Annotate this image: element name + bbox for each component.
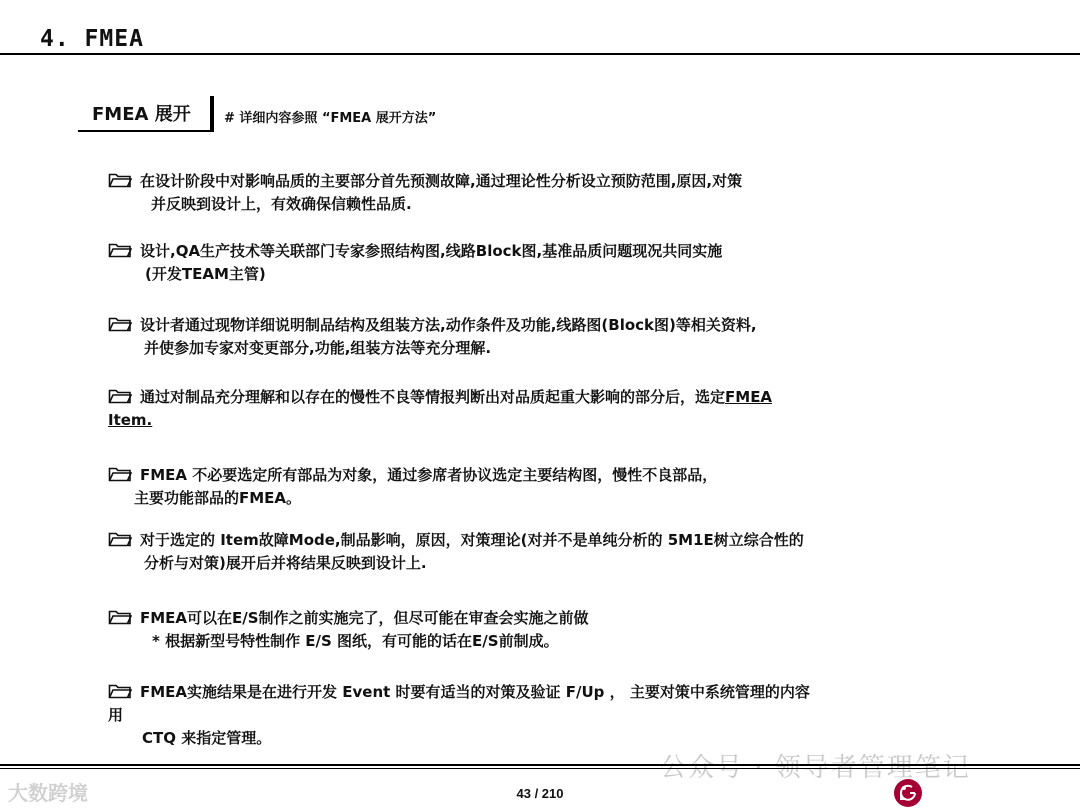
folder-outline-icon (108, 316, 132, 332)
item-text: 并反映到设计上，有效确保信赖性品质. (151, 195, 412, 213)
folder-outline-icon (108, 466, 132, 482)
item-text: 并使参加专家对变更部分,功能,组装方法等充分理解. (144, 339, 492, 357)
item-text-underlined: FMEA (725, 388, 773, 406)
item-text: FMEA可以在E/S制作之前实施完了，但尽可能在审查会实施之前做 (140, 609, 589, 627)
item-text: CTQ 来指定管理。 (142, 729, 272, 747)
item-text: 用 (108, 706, 124, 724)
folder-outline-icon (108, 683, 132, 699)
item-text: (开发TEAM主管) (145, 265, 266, 283)
item-text: 设计者通过现物详细说明制品结构及组装方法,动作条件及功能,线路图(Block图)等相关资料, (140, 316, 757, 334)
title-divider (0, 53, 1080, 55)
footer-divider (0, 764, 1080, 766)
item-text: 分析与对策)展开后并将结果反映到设计上. (144, 554, 427, 572)
watermark-left: 大数跨境 (8, 781, 88, 805)
list-item (108, 464, 717, 510)
list-item (108, 529, 804, 575)
footer-divider-thin (0, 768, 1080, 769)
folder-outline-icon (108, 609, 132, 625)
item-text: * 根据新型号特性制作 E/S 图纸，有可能的话在E/S前制成。 (152, 632, 559, 650)
folder-outline-icon (108, 242, 132, 258)
list-item (108, 314, 757, 360)
page-number: 43 / 210 (516, 786, 564, 801)
list-item (108, 607, 589, 653)
folder-outline-icon (108, 531, 132, 547)
list-item (108, 240, 722, 286)
folder-outline-icon (108, 172, 132, 188)
item-text: FMEA 不必要选定所有部品为对象，通过参席者协议选定主要结构图，慢性不良部品， (140, 466, 718, 484)
item-text: 主要功能部品的FMEA。 (134, 489, 302, 507)
item-text: 在设计阶段中对影响品质的主要部分首先预测故障,通过理论性分析设立预防范围,原因,对策 (140, 172, 743, 190)
item-text: 对于选定的 Item故障Mode,制品影响，原因，对策理论(对并不是单纯分析的 5M1E树立综合性的 (140, 531, 804, 549)
item-text: 设计,QA生产技术等关联部门专家参照结构图,线路Block图,基准品质问题现况共同实施 (140, 242, 723, 260)
lg-logo-icon (893, 778, 923, 808)
item-text: FMEA实施结果是在进行开发 Event 时要有适当的对策及验证 F/Up ， 主要对策中系统管理的内容 (140, 683, 810, 701)
section-label-box (78, 96, 214, 132)
list-item (108, 681, 810, 750)
page-title: 4. FMEA (40, 26, 144, 52)
section-reference: # 详细内容参照 “FMEA 展开方法” (224, 111, 437, 126)
folder-outline-icon (108, 388, 132, 404)
list-item (108, 386, 772, 432)
item-text-underlined: Item. (108, 411, 153, 429)
list-item (108, 170, 742, 216)
item-text: 通过对制品充分理解和以存在的慢性不良等情报判断出对品质起重大影响的部分后，选定 (140, 388, 726, 406)
section-label: FMEA 展开 (92, 104, 191, 125)
